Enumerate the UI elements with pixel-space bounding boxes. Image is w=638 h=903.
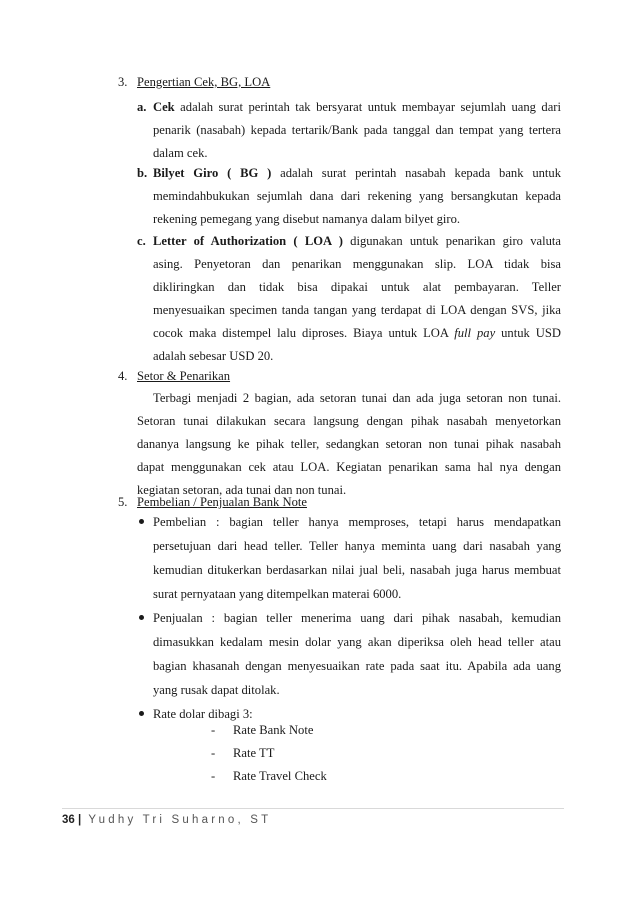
item-c-line-6: adalah sebesar USD 20.: [153, 349, 274, 363]
page-number: 36: [62, 814, 75, 826]
rate-dash-3: -: [211, 769, 216, 783]
item-a-line-1: Cek adalah surat perintah tak bersyarat untuk membayar sejumlah uang dari: [153, 100, 561, 114]
footer-author: Yudhy Tri Suharno, ST: [88, 814, 272, 826]
section-4-line-3: dananya langsung ke pihak teller, sedangkan setoran non tunai pihak nasabah: [137, 437, 561, 451]
rate-dash-1: -: [211, 723, 216, 737]
penjualan-line-3: bagian khasanah dengan menyesuaikan rate pada saat itu. Apabila ada uang: [153, 659, 561, 673]
item-b-label: b.: [137, 166, 148, 180]
item-b-line-1: Bilyet Giro ( BG ) adalah surat perintah nasabah kepada bank untuk: [153, 166, 562, 180]
item-c-line-5: cocok maka distempel lalu diproses. Biaya untuk LOA full pay untuk USD: [153, 326, 561, 340]
item-c-term: Letter of Authorization ( LOA ): [153, 234, 343, 248]
bullet-rate-icon: [139, 711, 144, 716]
item-c-line-2: asing. Penyetoran dan penarikan menggunakan slip. LOA tidak bisa: [153, 257, 561, 271]
bullet-pembelian-icon: [139, 519, 144, 524]
rate-item-1: Rate Bank Note: [233, 723, 314, 737]
section-4-line-5: kegiatan setoran, ada tunai dan non tunai.: [137, 483, 347, 497]
item-a-line-3: dalam cek.: [153, 146, 208, 160]
item-b-line-3: rekening pemegang yang disebut namanya dalam bilyet giro.: [153, 212, 461, 226]
rate-item-2: Rate TT: [233, 746, 275, 760]
page-footer: [62, 814, 271, 826]
item-c-line-4: menyesuaikan specimen tanda tangan yang terdapat di LOA dengan SVS, jika: [153, 303, 561, 317]
section-5-title: Pembelian / Penjualan Bank Note: [137, 495, 307, 509]
item-a-term: Cek: [153, 100, 175, 114]
item-c-line-1: Letter of Authorization ( LOA ) digunakan untuk penarikan giro valuta: [153, 234, 561, 248]
section-4-number: 4.: [118, 369, 128, 383]
item-c-label: c.: [137, 234, 146, 248]
pembelian-line-1: Pembelian : bagian teller hanya memproses, tetapi harus mendapatkan: [153, 515, 561, 529]
section-4-line-2: Setoran tunai dilakukan secara langsung dengan pihak nasabah menyetorkan: [137, 414, 561, 428]
item-c-line-3: dikliringkan dan tidak bisa dipakai untuk alat pembayaran. Teller: [153, 280, 561, 294]
footer-divider: [62, 808, 564, 809]
section-5-number: 5.: [118, 495, 128, 509]
item-a-label: a.: [137, 100, 147, 114]
section-4-line-1: Terbagi menjadi 2 bagian, ada setoran tunai dan ada juga setoran non tunai.: [153, 391, 561, 405]
bullet-penjualan-icon: [139, 615, 144, 620]
section-3-title: Pengertian Cek, BG, LOA: [137, 75, 271, 89]
section-4-line-4: dapat menggunakan cek atau LOA. Kegiatan penarikan sama hal nya dengan: [137, 460, 561, 474]
penjualan-line-1: Penjualan : bagian teller menerima uang dari pihak nasabah, kemudian: [153, 611, 561, 625]
pembelian-line-4: surat pernyataan yang ditempelkan materai 6000.: [153, 587, 402, 601]
pembelian-line-3: kemudian ditukerkan berdasarkan nilai jual beli, nasabah juga harus membuat: [153, 563, 561, 577]
penjualan-line-2: dimasukkan kedalam mesin dolar yang akan diperiksa oleh head teller atau: [153, 635, 561, 649]
rate-intro: Rate dolar dibagi 3:: [153, 707, 253, 721]
section-4-title: Setor & Penarikan: [137, 369, 231, 383]
full-pay-italic: full pay: [454, 326, 496, 340]
section-3-number: 3.: [118, 75, 128, 89]
penjualan-line-4: yang rusak dapat ditolak.: [153, 683, 280, 697]
footer-separator: |: [78, 814, 82, 826]
item-b-line-2: memindahbukukan sejumlah dana dari rekening yang bersangkutan kepada: [153, 189, 561, 203]
pembelian-line-2: persetujuan dari head teller. Teller hanya meminta uang dari nasabah yang: [153, 539, 561, 553]
item-b-term: Bilyet Giro ( BG ): [153, 166, 272, 180]
rate-dash-2: -: [211, 746, 216, 760]
rate-item-3: Rate Travel Check: [233, 769, 327, 783]
item-a-line-2: penarik (nasabah) kepada tertarik/Bank pada tanggal dan tempat yang tertera: [153, 123, 561, 137]
